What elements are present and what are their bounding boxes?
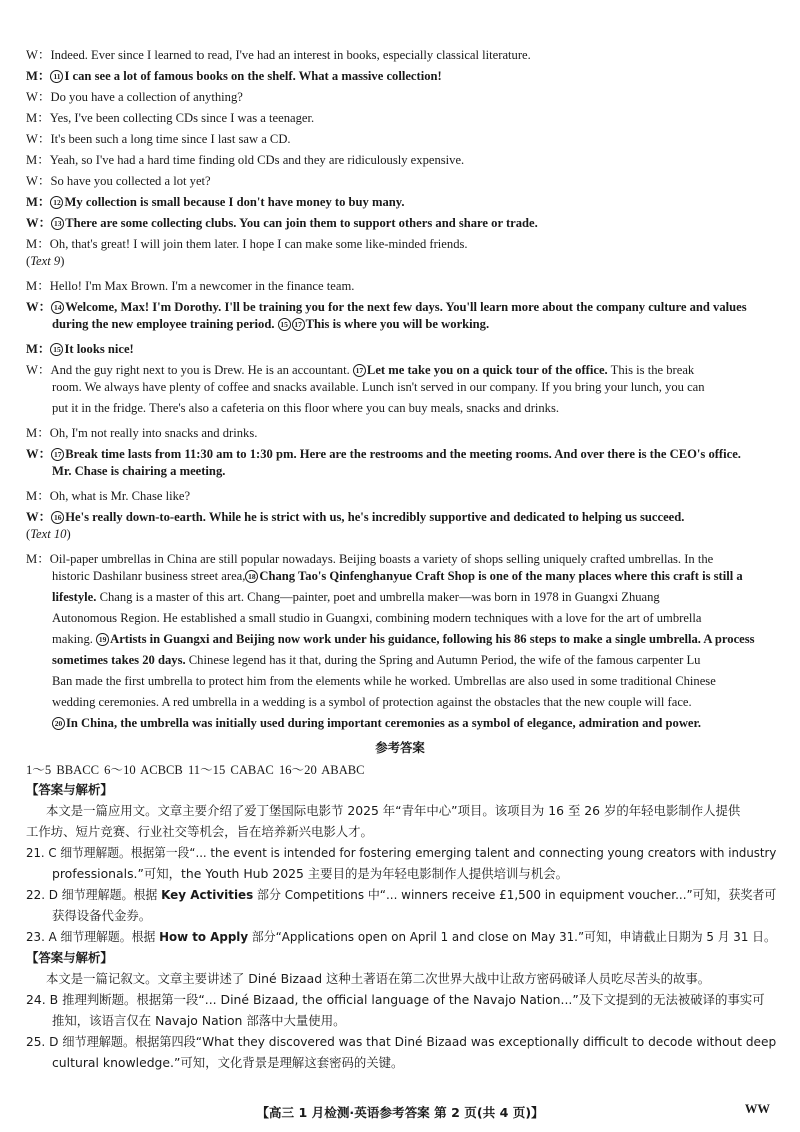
question-number-badge: 17 [51, 448, 64, 461]
answer-key-line: 1～5 BBACC 6～10 ACBCB 11～15 CABAC 16～20 ABABC [26, 763, 365, 777]
dialogue-line: M：Oh, that's great! I will join them later. I hope I can make some like-minded friends. [26, 237, 468, 251]
explanation-line: 推知，该语言仅在 Navajo Nation 部落中大量使用。 [52, 1013, 346, 1028]
explanation-line: 获得设备代金券。 [52, 908, 152, 923]
dialogue-line: W：Do you have a collection of anything? [26, 90, 243, 104]
explanation-line: 21. C 细节理解题。根据第一段“... the event is intended for fostering emerging talent and connecting young creators with industry [26, 845, 777, 860]
dialogue-line: put it in the fridge. There's also a cafeteria on this floor where you can buy meals, snacks and drinks. [52, 401, 560, 415]
dialogue-line: room. We always have plenty of coffee and snacks available. Lunch isn't served in our company. If you bring your lunch, you can [52, 380, 705, 394]
dialogue-line: W： 13 There are some collecting clubs. You can join them to support others and share or trade. [26, 216, 538, 230]
passage-line: Ban made the first umbrella to protect him from the elements while he worked. Umbrellas are also used in some traditional Chinese [52, 674, 716, 688]
section-title: 【答案与解析】 [26, 950, 113, 965]
explanation-line: cultural knowledge.”可知，文化背景是理解这套密码的关键。 [52, 1055, 404, 1070]
summary-line: 工作坊、短片竞赛、行业社交等机会，旨在培养新兴电影人才。 [26, 824, 373, 839]
explanation-line: professionals.”可知，the Youth Hub 2025 主要目的是为年轻电影制作人提供培训与机会。 [52, 866, 568, 881]
question-number-badge: 19 [96, 633, 109, 646]
dialogue-line: M：Hello! I'm Max Brown. I'm a newcomer in the finance team. [26, 279, 355, 293]
question-number-badge: 11 [50, 70, 63, 83]
question-number-badge: 18 [245, 570, 258, 583]
explanation-line: 22. D 细节理解题。根据 Key Activities 部分 Competitions 中“... winners receive £1,500 in equipment voucher...”可知，获奖者可 [26, 887, 777, 902]
question-number-badge: 20 [52, 717, 65, 730]
footer-code: WW [744, 1102, 770, 1116]
section-title: 【答案与解析】 [26, 782, 113, 797]
passage-line: making. 19 Artists in Guangxi and Beijing now work under his guidance, following his 86 steps to make a single umbrella. A process [52, 632, 755, 646]
dialogue-line: Mr. Chase is chairing a meeting. [52, 464, 226, 478]
dialogue-line: W： 17 Break time lasts from 11:30 am to 1:30 pm. Here are the restrooms and the meeting rooms. And over there is the CEO's office. [26, 447, 741, 461]
passage-line: Autonomous Region. He established a small studio in Guangxi, combining modern techniques with a love for the art of umbrella [52, 611, 702, 625]
dialogue-line: W： 16 He's really down-to-earth. While he is strict with us, he's incredibly supportive and dedicated to helping us succeed. [26, 510, 685, 524]
question-number-badge: 13 [51, 217, 64, 230]
dialogue-line: W： 14 Welcome, Max! I'm Dorothy. I'll be training you for the next few days. You'll learn more about the company culture and values [26, 300, 747, 314]
question-number-badge: 16 [51, 511, 64, 524]
text-label: (Text 10) [26, 527, 71, 541]
dialogue-line: M： 12 My collection is small because I don't have money to buy many. [26, 195, 405, 209]
dialogue-line: W：It's been such a long time since I last saw a CD. [26, 132, 291, 146]
dialogue-line: M：Yes, I've been collecting CDs since I was a teenager. [26, 111, 315, 125]
answers-heading: 参考答案 [375, 740, 425, 755]
passage-line: wedding ceremonies. A red umbrella in a wedding is a symbol of protection against the obstacles that the new couple will face. [52, 695, 692, 709]
passage-line: M：Oil-paper umbrellas in China are still popular nowadays. Beijing boasts a variety of shops selling uniquely crafted umbrellas. In the [26, 552, 714, 566]
passage-line: historic Dashilanr business street area, 18 Chang Tao's Qinfenghanyue Craft Shop is one of the many places where this craft is still a [52, 569, 743, 583]
question-number-badge: 17 [353, 364, 366, 377]
summary-line: 本文是一篇记叙文。文章主要讲述了 Diné Bizaad 这种土著语在第二次世界大战中让敌方密码破译人员吃尽苦头的故事。 [46, 971, 711, 986]
question-number-badge: 15 [50, 343, 63, 356]
explanation-line: 23. A 细节理解题。根据 How to Apply 部分“Applications open on April 1 and close on May 31.”可知，申请截止日期为 5 月 31 日。 [26, 929, 776, 944]
question-number-badge: 17 [292, 318, 305, 331]
passage-line: 20 In China, the umbrella was initially used during important ceremonies as a symbol of elegance, admiration and power. [52, 716, 701, 731]
dialogue-line: M： 11 I can see a lot of famous books on the shelf. What a massive collection! [26, 69, 442, 83]
page-footer: 【高三 1 月检测·英语参考答案 第 2 页(共 4 页)】 [256, 1105, 544, 1120]
question-number-badge: 14 [51, 301, 64, 314]
dialogue-line: W：Indeed. Ever since I learned to read, I've had an interest in books, especially classical literature. [26, 48, 531, 62]
summary-line: 本文是一篇应用文。文章主要介绍了爱丁堡国际电影节 2025 年“青年中心”项目。该项目为 16 至 26 岁的年轻电影制作人提供 [46, 803, 741, 818]
dialogue-line: during the new employee training period. 15 17 This is where you will be working. [52, 317, 490, 331]
dialogue-line: M： 15 It looks nice! [26, 342, 134, 356]
dialogue-line: W：And the guy right next to you is Drew. He is an accountant. 17 Let me take you on a quick tour of the office. This is the break [26, 363, 695, 377]
text-label: (Text 9) [26, 254, 65, 268]
passage-line: lifestyle. Chang is a master of this art. Chang—painter, poet and umbrella maker—was born in 1978 in Guangxi Zhuang [52, 590, 660, 604]
question-number-badge: 15 [278, 318, 291, 331]
passage-line: sometimes takes 20 days. Chinese legend has it that, during the Spring and Autumn Period, the wife of the famous carpenter Lu [52, 653, 701, 667]
question-number-badge: 12 [50, 196, 63, 209]
dialogue-line: M：Yeah, so I've had a hard time finding old CDs and they are ridiculously expensive. [26, 153, 465, 167]
explanation-line: 24. B 推理判断题。根据第一段“... Diné Bizaad, the official language of the Navajo Nation...”及下文提到的无法被破译的事实可 [26, 992, 765, 1007]
explanation-line: 25. D 细节理解题。根据第四段“What they discovered was that Diné Bizaad was exceptionally difficult to decode without deep [26, 1034, 777, 1049]
dialogue-line: W：So have you collected a lot yet? [26, 174, 211, 188]
dialogue-line: M：Oh, I'm not really into snacks and drinks. [26, 426, 258, 440]
dialogue-line: M：Oh, what is Mr. Chase like? [26, 489, 191, 503]
